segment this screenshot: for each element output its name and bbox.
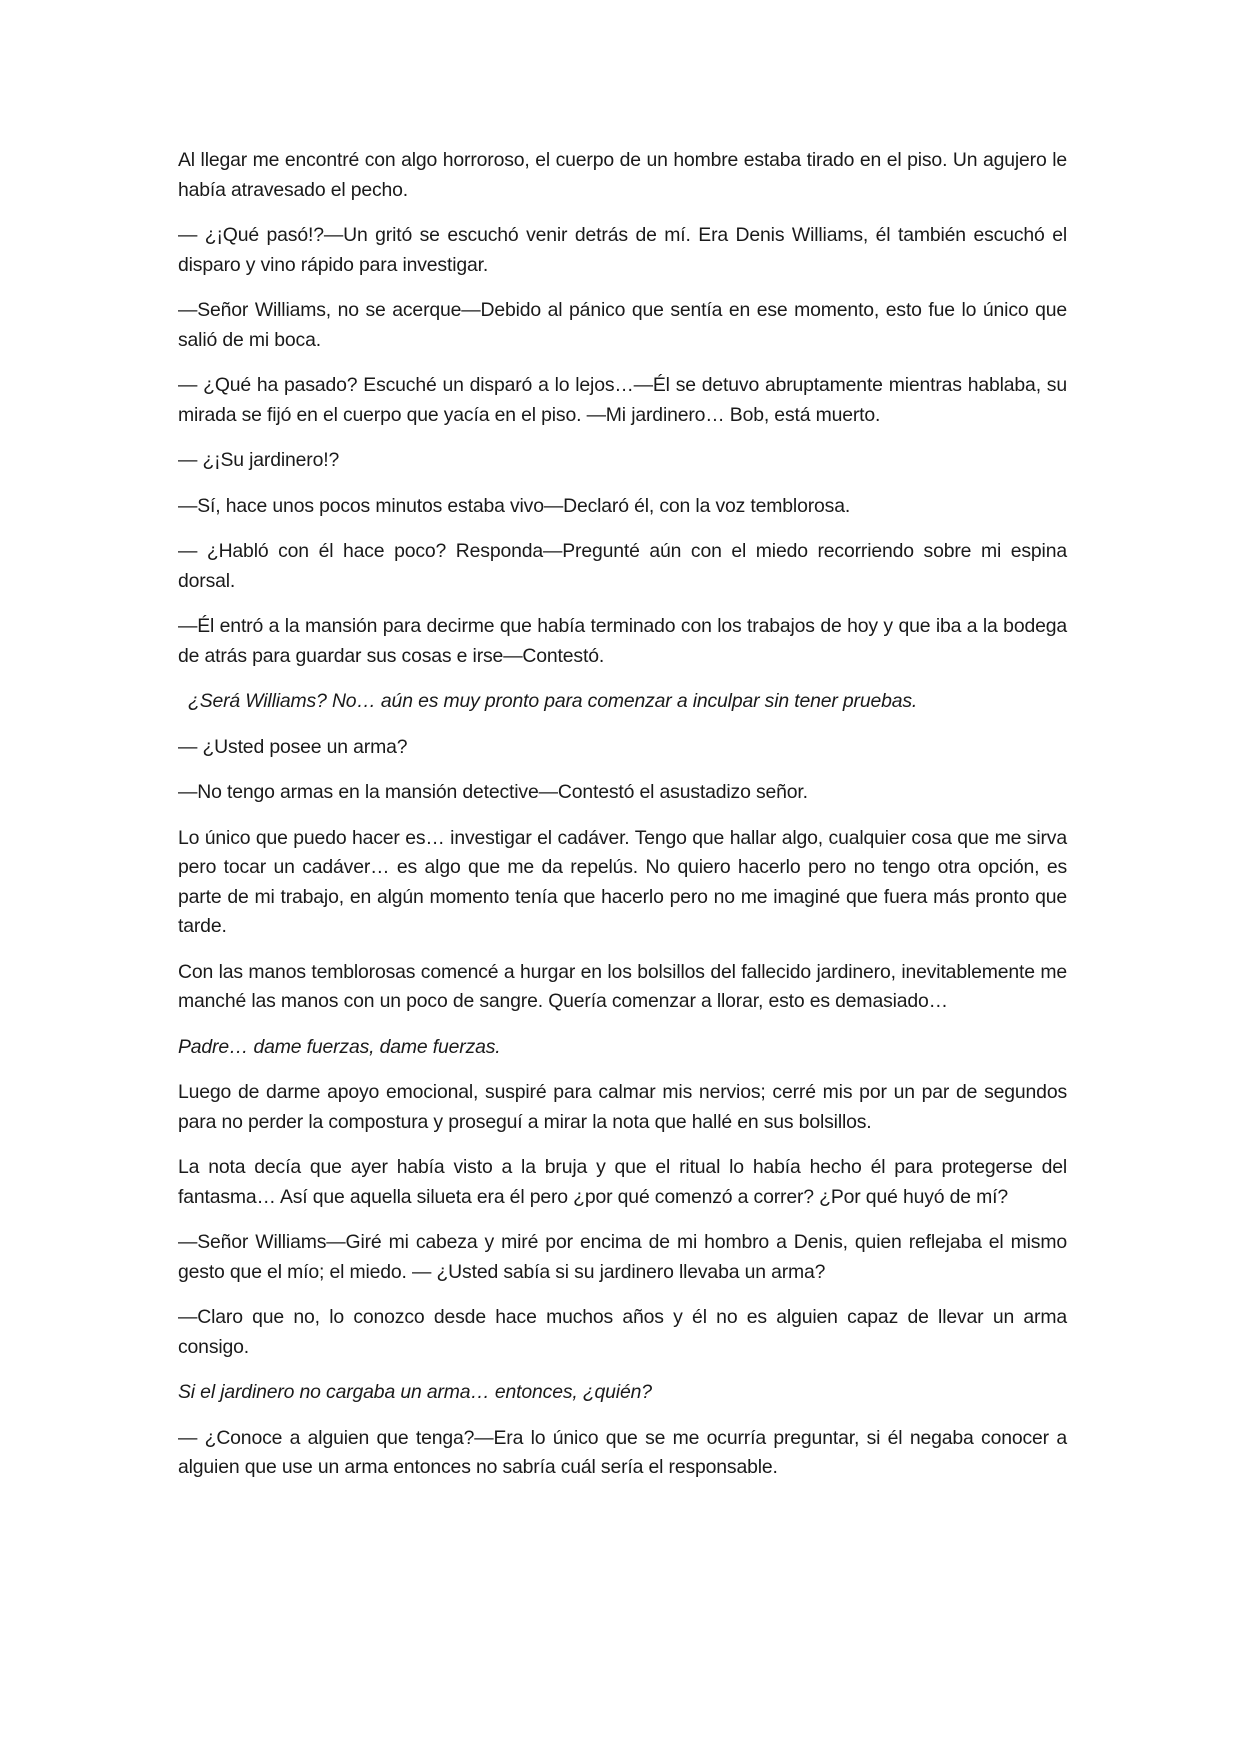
paragraph: Lo único que puedo hacer es… investigar el cadáver. Tengo que hallar algo, cualquier cosa que me sirva pero tocar un cadáver… es algo que me da repelús. No quiero hacerlo pero no tengo otra opción, es parte de mi trabajo, en algún momento tenía que hacerlo pero no me imaginé que fuera más pronto que tarde. (178, 826, 1067, 937)
paragraph: —No tengo armas en la mansión detective—Contestó el asustadizo señor. (178, 781, 808, 803)
paragraph: — ¿Usted posee un arma? (178, 735, 408, 758)
paragraph: —Sí, hace unos pocos minutos estaba vivo—Declaró él, con la voz temblorosa. (178, 494, 851, 517)
paragraph: — ¿Conoce a alguien que tenga?—Era lo único que se me ocurría preguntar, si él negaba conocer a alguien que use un arma entonces no sabría cuál sería el responsable. (178, 1426, 1067, 1478)
paragraph: —Señor Williams, no se acerque—Debido al pánico que sentía en ese momento, esto fue lo único que salió de mi boca. (178, 299, 1067, 351)
paragraph: —Señor Williams—Giré mi cabeza y miré por encima de mi hombro a Denis, quien reflejaba el mismo gesto que el mío; el miedo. — ¿Usted sabía si su jardinero llevaba un arma? (178, 1231, 1067, 1283)
italic-thought: Si el jardinero no cargaba un arma… entonces, ¿quién? (178, 1381, 652, 1403)
paragraph: Al llegar me encontré con algo horroroso, el cuerpo de un hombre estaba tirado en el piso. Un agujero le había atravesado el pecho. (178, 149, 1067, 201)
paragraph: —Claro que no, lo conozco desde hace muchos años y él no es alguien capaz de llevar un arma consigo. (178, 1306, 1067, 1358)
paragraph: — ¿Habló con él hace poco? Responda—Pregunté aún con el miedo recorriendo sobre mi espina dorsal. (178, 540, 1067, 592)
paragraph: Luego de darme apoyo emocional, suspiré para calmar mis nervios; cerré mis por un par de segundos para no perder la compostura y proseguí a mirar la nota que hallé en sus bolsillos. (178, 1081, 1067, 1133)
paragraph: — ¿¡Su jardinero!? (178, 449, 340, 471)
paragraph: — ¿Qué ha pasado? Escuché un disparó a lo lejos…—Él se detuvo abruptamente mientras hablaba, su mirada se fijó en el cuerpo que yacía en el piso. —Mi jardinero… Bob, está muerto. (178, 374, 1067, 426)
paragraph: La nota decía que ayer había visto a la bruja y que el ritual lo había hecho él para protegerse del fantasma… Así que aquella silueta era él pero ¿por qué comenzó a correr? ¿Por qué huyó de mí? (178, 1156, 1067, 1208)
paragraph: Con las manos temblorosas comencé a hurgar en los bolsillos del fallecido jardinero, inevitablemente me manché las manos con un poco de sangre. Quería comenzar a llorar, esto es demasiado… (178, 960, 1067, 1012)
document-page (178, 146, 1067, 1499)
paragraph: —Él entró a la mansión para decirme que había terminado con los trabajos de hoy y que iba a la bodega de atrás para guardar sus cosas e irse—Contestó. (178, 615, 1067, 667)
paragraph: — ¿¡Qué pasó!?—Un gritó se escuchó venir detrás de mí. Era Denis Williams, él también escuchó el disparo y vino rápido para investigar. (178, 224, 1067, 276)
italic-thought: Padre… dame fuerzas, dame fuerzas. (178, 1035, 501, 1058)
italic-thought: ¿Será Williams? No… aún es muy pronto para comenzar a inculpar sin tener pruebas. (188, 690, 918, 712)
